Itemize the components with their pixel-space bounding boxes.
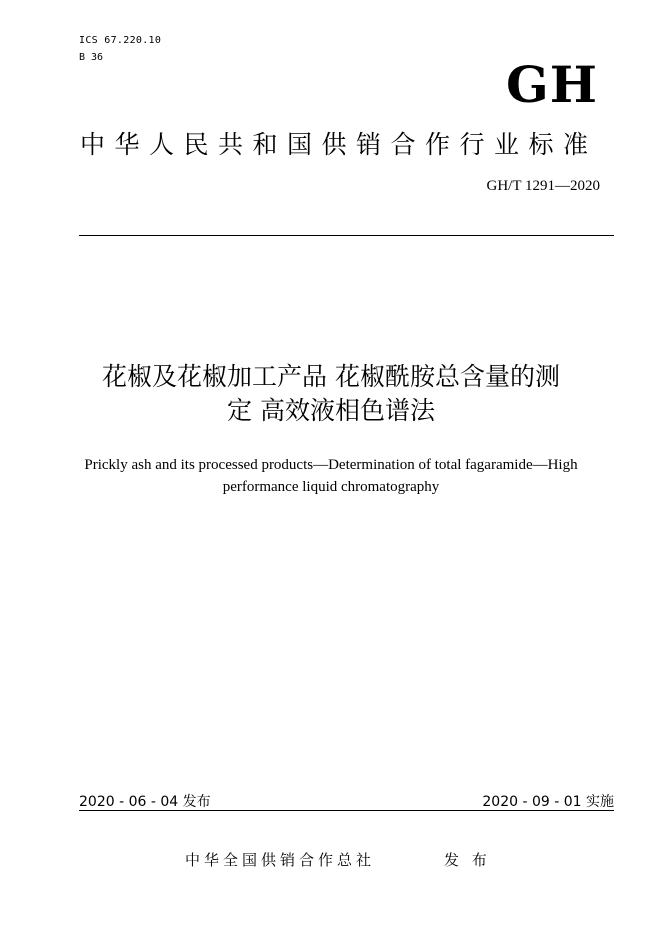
- implementation-date: 2020 - 09 - 01 实施: [482, 794, 614, 810]
- chinese-title: [40, 360, 622, 428]
- org-title: 中华人民共和国供销合作行业标准: [80, 130, 598, 159]
- publisher-label: 发 布: [444, 851, 491, 869]
- english-title-line-2: performance liquid chromatography: [222, 479, 440, 495]
- issue-date: 2020 - 06 - 04 发布: [79, 794, 211, 810]
- english-title-line-1: Prickly ash and its processed products—Determination of total fagaramide—High: [84, 457, 578, 473]
- ics-code: ICS 67.220.10: [79, 35, 162, 46]
- gh-logo: GH: [506, 55, 598, 114]
- chinese-title-line-2: 定 高效液相色谱法: [227, 396, 435, 425]
- header-divider: [79, 235, 614, 236]
- classification-code: B 36: [79, 52, 104, 63]
- footer-divider: [79, 810, 614, 811]
- chinese-title-line-1: 花椒及花椒加工产品 花椒酰胺总含量的测: [102, 362, 560, 391]
- standard-number: GH/T 1291—2020: [486, 178, 600, 194]
- publisher-name: 中华全国供销合作总社: [185, 851, 376, 869]
- english-title: [50, 454, 612, 498]
